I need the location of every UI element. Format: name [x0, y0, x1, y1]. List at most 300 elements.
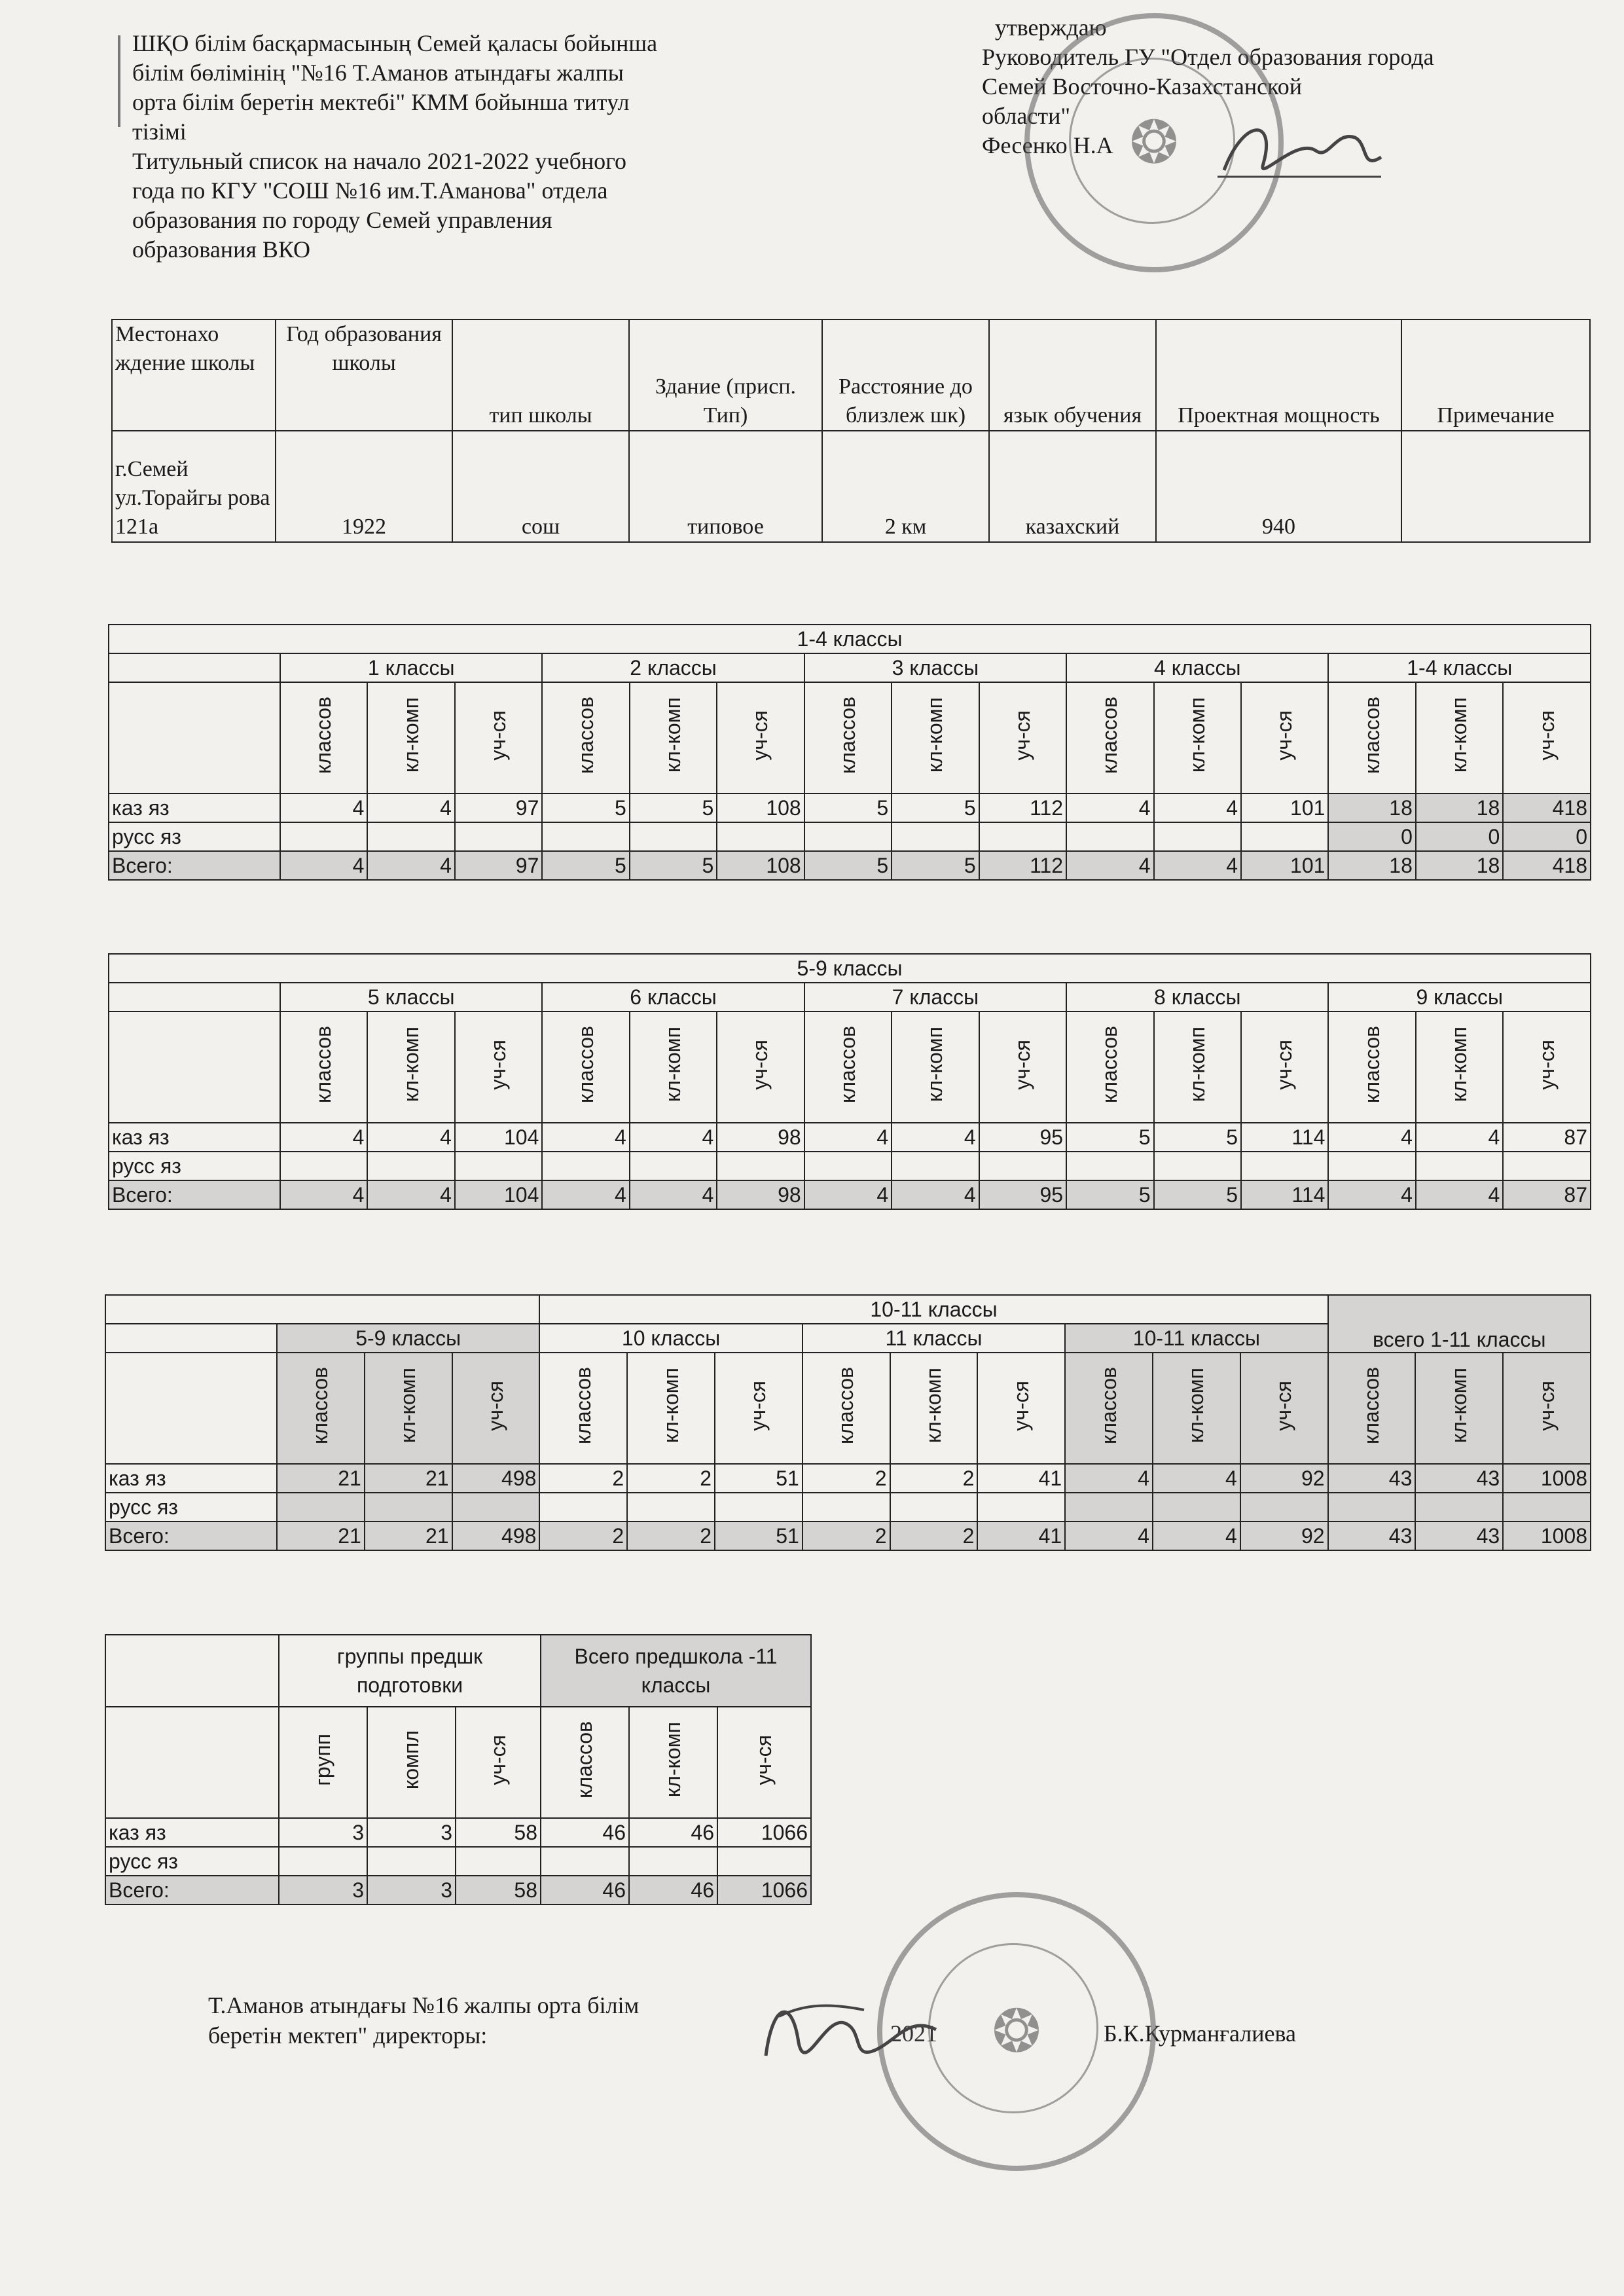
cell — [890, 1493, 978, 1522]
cell — [367, 1847, 456, 1876]
subheader-label: кл-комп — [923, 697, 947, 773]
table-row — [109, 1123, 1591, 1152]
subheader-cell — [715, 1353, 803, 1464]
cell: 2 — [539, 1464, 627, 1493]
cell — [277, 1493, 365, 1522]
cell: 98 — [717, 1180, 804, 1209]
subheader-label: уч-ся — [486, 1734, 510, 1785]
cell-type: сош — [452, 431, 629, 542]
cell — [455, 822, 542, 851]
cell: 4 — [1154, 793, 1241, 822]
cell: 92 — [1240, 1464, 1328, 1493]
cell: 18 — [1416, 793, 1503, 822]
cell: 418 — [1503, 851, 1591, 880]
cell: 4 — [1066, 793, 1153, 822]
subheader-cell — [1154, 1011, 1241, 1123]
subheader-cell — [1153, 1353, 1240, 1464]
subheader-cell — [627, 1353, 715, 1464]
school-info-table — [111, 319, 1591, 543]
row-label: каз яз — [109, 1123, 280, 1152]
cell — [279, 1847, 367, 1876]
cell: 41 — [977, 1522, 1065, 1550]
cell: 4 — [630, 1180, 717, 1209]
subheader-cell — [542, 682, 629, 793]
cell — [717, 1152, 804, 1180]
cell: 4 — [892, 1180, 979, 1209]
subheader-label: классов — [571, 1367, 595, 1444]
subheader-cell — [630, 682, 717, 793]
subheader-cell — [1328, 1011, 1415, 1123]
cell: 43 — [1328, 1464, 1416, 1493]
cell — [1153, 1493, 1240, 1522]
cell: 41 — [977, 1464, 1065, 1493]
cell — [717, 1847, 811, 1876]
row-label: каз яз — [109, 793, 280, 822]
corner-cell — [105, 1324, 277, 1353]
cell — [1416, 1152, 1503, 1180]
subheader-cell — [1328, 1353, 1416, 1464]
cell: 112 — [979, 851, 1066, 880]
cell — [715, 1493, 803, 1522]
cell: 4 — [1153, 1464, 1240, 1493]
cell: 4 — [1065, 1522, 1153, 1550]
subheader-label: кл-комп — [1184, 1368, 1208, 1444]
cell: 4 — [630, 1123, 717, 1152]
subheader-label: классов — [1359, 1367, 1383, 1444]
cell: 2 — [627, 1464, 715, 1493]
cell: 46 — [541, 1818, 629, 1847]
cell — [455, 1152, 542, 1180]
subheader-label: уч-ся — [1534, 1039, 1559, 1090]
cell — [1415, 1493, 1503, 1522]
classes-5-9-table — [108, 953, 1591, 1210]
group-header: 1-4 классы — [1328, 653, 1591, 682]
subheader-cell — [1154, 682, 1241, 793]
cell: 98 — [717, 1123, 804, 1152]
cell: 43 — [1415, 1464, 1503, 1493]
group-header: 5 классы — [280, 983, 542, 1011]
cell: 18 — [1328, 793, 1415, 822]
cell: 2 — [539, 1522, 627, 1550]
cell: 0 — [1416, 822, 1503, 851]
subheader-cell — [804, 1011, 892, 1123]
kz-title-line: тізімі — [132, 118, 187, 145]
subheader-cell — [717, 1011, 804, 1123]
subheader-cell — [717, 682, 804, 793]
header-distance: Расстояние до близлеж шк) — [822, 319, 989, 431]
group-header: 7 классы — [804, 983, 1066, 1011]
subheader-cell — [280, 682, 367, 793]
table-row — [109, 1152, 1591, 1180]
group-header: 5-9 классы — [277, 1324, 539, 1353]
director-title-line: беретін мектеп" директоры: — [208, 2022, 488, 2049]
cell — [280, 822, 367, 851]
subheader-label: кл-комп — [1185, 697, 1209, 773]
cell: 498 — [452, 1464, 540, 1493]
cell: 108 — [717, 851, 804, 880]
cell — [1241, 822, 1328, 851]
subheader-label: классов — [1360, 1026, 1384, 1103]
subheader-label: уч-ся — [1534, 710, 1559, 761]
subheader-label: классов — [312, 1026, 336, 1103]
cell — [367, 1152, 454, 1180]
director-signature — [753, 1977, 949, 2088]
subheader-label: классов — [308, 1367, 333, 1444]
subheader-label: групп — [311, 1734, 334, 1786]
subheader-label: кл-комп — [1185, 1027, 1209, 1102]
cell: 46 — [629, 1876, 717, 1904]
subheader-cell — [1503, 1353, 1591, 1464]
cell — [542, 822, 629, 851]
header-year: Год образования школы — [276, 319, 452, 431]
row-label: каз яз — [105, 1818, 279, 1847]
cell: 4 — [1416, 1180, 1503, 1209]
subheader-cell — [1241, 1011, 1328, 1123]
subheader-label: классов — [835, 697, 859, 774]
cell: 498 — [452, 1522, 540, 1550]
row-label: русс яз — [109, 822, 280, 851]
cell — [1328, 1493, 1416, 1522]
subheader-label: классов — [573, 1026, 598, 1103]
cell: 46 — [629, 1818, 717, 1847]
cell: 2 — [890, 1464, 978, 1493]
cell: 4 — [1328, 1123, 1415, 1152]
cell — [804, 822, 892, 851]
subheader-cell — [892, 682, 979, 793]
subheader-cell — [1066, 682, 1153, 793]
row-label: русс яз — [109, 1152, 280, 1180]
subheader-label: уч-ся — [746, 1380, 770, 1431]
subheader-label: классов — [1098, 1026, 1122, 1103]
header-type: тип школы — [452, 319, 629, 431]
cell: 5 — [1154, 1180, 1241, 1209]
subheader-label: уч-ся — [752, 1734, 776, 1785]
subheader-cell — [892, 1011, 979, 1123]
subheader-label: кл-комп — [396, 1368, 420, 1444]
cell: 1066 — [717, 1818, 811, 1847]
kz-title-line: ШҚО білім басқармасының Семей қаласы бойынша — [132, 30, 658, 56]
cell — [456, 1847, 541, 1876]
cell: 4 — [804, 1123, 892, 1152]
cell: 104 — [455, 1180, 542, 1209]
cell: 3 — [367, 1876, 456, 1904]
cell — [1241, 1152, 1328, 1180]
subheader-label: уч-ся — [1272, 1039, 1297, 1090]
table-row — [105, 1847, 811, 1876]
cell — [539, 1493, 627, 1522]
row-label: русс яз — [105, 1847, 279, 1876]
corner-cell — [109, 1011, 280, 1123]
subheader-cell — [1241, 682, 1328, 793]
group-header: 8 классы — [1066, 983, 1328, 1011]
cell: 5 — [542, 793, 629, 822]
cell: 87 — [1503, 1180, 1591, 1209]
subheader-label: уч-ся — [486, 1039, 511, 1090]
table-row — [105, 1493, 1591, 1522]
cell — [367, 822, 454, 851]
table-row — [105, 1818, 811, 1847]
cell — [1066, 1152, 1153, 1180]
cell-capacity: 940 — [1156, 431, 1401, 542]
cell: 5 — [542, 851, 629, 880]
subheader-cell — [541, 1707, 629, 1818]
corner-cell — [105, 1353, 277, 1464]
director-title-line: Т.Аманов атындағы №16 жалпы орта білім — [208, 1992, 640, 2018]
subheader-cell — [717, 1707, 811, 1818]
cell: 5 — [630, 851, 717, 880]
subheader-label: классов — [1098, 697, 1122, 774]
cell: 4 — [367, 1180, 454, 1209]
subheader-cell — [539, 1353, 627, 1464]
cell: 58 — [456, 1876, 541, 1904]
cell: 5 — [892, 851, 979, 880]
subheader-label: кл-комп — [921, 1368, 945, 1444]
subheader-label: уч-ся — [1272, 1380, 1296, 1431]
row-label: Всего: — [105, 1522, 277, 1550]
cell: 43 — [1415, 1522, 1503, 1550]
subheader-cell — [1328, 682, 1415, 793]
subheader-cell — [1240, 1353, 1328, 1464]
corner-cell — [109, 653, 280, 682]
cell — [803, 1493, 890, 1522]
subheader-cell — [890, 1353, 978, 1464]
cell: 4 — [892, 1123, 979, 1152]
group-header: 6 классы — [542, 983, 804, 1011]
row-label: Всего: — [109, 851, 280, 880]
subheader-label: кл-комп — [661, 1027, 685, 1102]
classes-1-4-table — [108, 624, 1591, 881]
cell: 21 — [365, 1522, 452, 1550]
cell-year: 1922 — [276, 431, 452, 542]
cell-location: г.Семей ул.Торайгы рова 121а — [112, 431, 276, 542]
subheader-label: классов — [312, 697, 336, 774]
approval-line: Семей Восточно-Казахстанской — [982, 73, 1303, 100]
cell: 4 — [542, 1123, 629, 1152]
group-preschool: группы предшк подготовки — [279, 1635, 541, 1707]
corner-cell — [109, 983, 280, 1011]
group-header: всего 1-11 классы — [1328, 1295, 1591, 1353]
subheader-cell — [977, 1353, 1065, 1464]
group-header: 4 классы — [1066, 653, 1328, 682]
subheader-label: компл — [399, 1730, 423, 1790]
cell — [717, 822, 804, 851]
director-title — [208, 1990, 797, 2050]
header-building: Здание (присп. Тип) — [629, 319, 822, 431]
subheader-cell — [1066, 1011, 1153, 1123]
cell: 104 — [455, 1123, 542, 1152]
approver-name: Фесенко Н.А — [982, 132, 1113, 158]
cell: 18 — [1416, 851, 1503, 880]
cell: 21 — [277, 1522, 365, 1550]
cell: 4 — [280, 1180, 367, 1209]
cell — [280, 1152, 367, 1180]
subheader-label: классов — [573, 1721, 597, 1798]
subheader-label: классов — [1360, 697, 1384, 774]
subheader-cell — [1503, 1011, 1591, 1123]
approval-word: утверждаю — [995, 14, 1107, 41]
subheader-label: кл-комп — [399, 697, 423, 773]
subheader-cell — [630, 1011, 717, 1123]
cell: 21 — [365, 1464, 452, 1493]
group-total-preschool-11: Всего предшкола -11 классы — [541, 1635, 811, 1707]
subheader-cell — [1416, 1011, 1503, 1123]
subheader-cell — [803, 1353, 890, 1464]
header-capacity: Проектная мощность — [1156, 319, 1401, 431]
table-row — [105, 1464, 1591, 1493]
cell — [1154, 1152, 1241, 1180]
ru-title-line: образования по городу Семей управления — [132, 207, 552, 233]
cell: 5 — [804, 793, 892, 822]
subheader-label: уч-ся — [486, 710, 511, 761]
preschool-table — [105, 1634, 812, 1905]
subheader-label: уч-ся — [748, 710, 772, 761]
cell: 0 — [1328, 822, 1415, 851]
cell: 4 — [280, 793, 367, 822]
cell-distance: 2 км — [822, 431, 989, 542]
group-header: 1 классы — [280, 653, 542, 682]
subheader-cell — [456, 1707, 541, 1818]
cell: 5 — [1066, 1180, 1153, 1209]
cell: 4 — [367, 1123, 454, 1152]
ru-title-line: образования ВКО — [132, 236, 311, 263]
subheader-cell — [279, 1707, 367, 1818]
subheader-label: кл-комп — [1447, 697, 1471, 773]
cell: 4 — [367, 851, 454, 880]
cell: 51 — [715, 1522, 803, 1550]
cell: 5 — [804, 851, 892, 880]
cell: 97 — [455, 793, 542, 822]
cell: 4 — [542, 1180, 629, 1209]
cell: 92 — [1240, 1522, 1328, 1550]
subheader-label: кл-комп — [923, 1027, 947, 1102]
subheader-cell — [277, 1353, 365, 1464]
subheader-label: классов — [573, 697, 598, 774]
cell — [1503, 1493, 1591, 1522]
ru-title-line: Титульный список на начало 2021-2022 учебного — [132, 148, 627, 174]
header-note: Примечание — [1401, 319, 1590, 431]
cell: 2 — [627, 1522, 715, 1550]
subheader-cell — [367, 682, 454, 793]
subheader-cell — [280, 1011, 367, 1123]
subheader-cell — [1503, 682, 1591, 793]
cell-building: типовое — [629, 431, 822, 542]
cell: 114 — [1241, 1180, 1328, 1209]
cell — [1065, 1493, 1153, 1522]
subheader-label: классов — [1096, 1367, 1121, 1444]
subheader-cell — [979, 1011, 1066, 1123]
cell: 114 — [1241, 1123, 1328, 1152]
cell: 0 — [1503, 822, 1591, 851]
table-row-total — [105, 1876, 811, 1904]
cell: 1066 — [717, 1876, 811, 1904]
table-title: 1-4 классы — [109, 625, 1591, 653]
cell: 101 — [1241, 851, 1328, 880]
subheader-label: кл-комп — [661, 1722, 685, 1798]
cell: 58 — [456, 1818, 541, 1847]
cell — [979, 1152, 1066, 1180]
header-language: язык обучения — [989, 319, 1156, 431]
subheader-label: кл-комп — [399, 1027, 423, 1102]
cell — [627, 1493, 715, 1522]
emblem-icon: ❂ — [992, 1999, 1041, 2065]
subheader-label: кл-комп — [1447, 1027, 1471, 1102]
cell: 95 — [979, 1180, 1066, 1209]
subheader-label: классов — [835, 1026, 859, 1103]
cell — [1066, 822, 1153, 851]
subheader-label: кл-комп — [659, 1368, 683, 1444]
cell — [630, 822, 717, 851]
cell: 3 — [279, 1876, 367, 1904]
cell — [541, 1847, 629, 1876]
approval-line: области" — [982, 103, 1071, 129]
subheader-cell — [979, 682, 1066, 793]
cell: 87 — [1503, 1123, 1591, 1152]
subheader-cell — [629, 1707, 717, 1818]
table-row — [109, 793, 1591, 822]
cell: 2 — [890, 1522, 978, 1550]
corner-cell — [109, 682, 280, 793]
cell: 4 — [804, 1180, 892, 1209]
cell: 18 — [1328, 851, 1415, 880]
subheader-cell — [804, 682, 892, 793]
table-row-total — [105, 1522, 1591, 1550]
ru-title-line: года по КГУ "СОШ №16 им.Т.Аманова" отдела — [132, 177, 608, 204]
table-row-total — [109, 1180, 1591, 1209]
emblem-icon: ❂ — [1129, 111, 1179, 176]
cell — [1154, 822, 1241, 851]
table-title: 10-11 классы — [539, 1295, 1327, 1324]
cell — [452, 1493, 540, 1522]
subheader-cell — [452, 1353, 540, 1464]
table-title: 5-9 классы — [109, 954, 1591, 983]
group-header: 3 классы — [804, 653, 1066, 682]
cell — [977, 1493, 1065, 1522]
corner-cell — [105, 1707, 279, 1818]
cell: 95 — [979, 1123, 1066, 1152]
subheader-cell — [367, 1011, 454, 1123]
subheader-cell — [1415, 1353, 1503, 1464]
director-name: Б.К.Курманғалиева — [1104, 2020, 1296, 2047]
cell — [892, 1152, 979, 1180]
group-header: 10-11 классы — [1065, 1324, 1327, 1353]
cell: 3 — [367, 1818, 456, 1847]
kz-title-line: білім бөлімінің "№16 Т.Аманов атындағы жалпы — [132, 60, 624, 86]
subheader-label: уч-ся — [748, 1039, 772, 1090]
corner-cell — [105, 1295, 539, 1324]
subheader-cell — [367, 1707, 456, 1818]
cell: 1008 — [1503, 1522, 1591, 1550]
row-label: каз яз — [105, 1464, 277, 1493]
cell: 43 — [1328, 1522, 1416, 1550]
cell: 5 — [1154, 1123, 1241, 1152]
table-row — [109, 822, 1591, 851]
row-label: Всего: — [105, 1876, 279, 1904]
cell: 5 — [1066, 1123, 1153, 1152]
cell: 5 — [892, 793, 979, 822]
subheader-label: кл-комп — [661, 697, 685, 773]
header-location: Местонахо ждение школы — [112, 319, 276, 431]
cell: 101 — [1241, 793, 1328, 822]
table-row-total — [109, 851, 1591, 880]
subheader-cell — [455, 1011, 542, 1123]
cell — [1503, 1152, 1591, 1180]
row-label: русс яз — [105, 1493, 277, 1522]
subheader-label: уч-ся — [1009, 1380, 1033, 1431]
cell: 1008 — [1503, 1464, 1591, 1493]
cell: 97 — [455, 851, 542, 880]
cell: 418 — [1503, 793, 1591, 822]
cell: 3 — [279, 1818, 367, 1847]
